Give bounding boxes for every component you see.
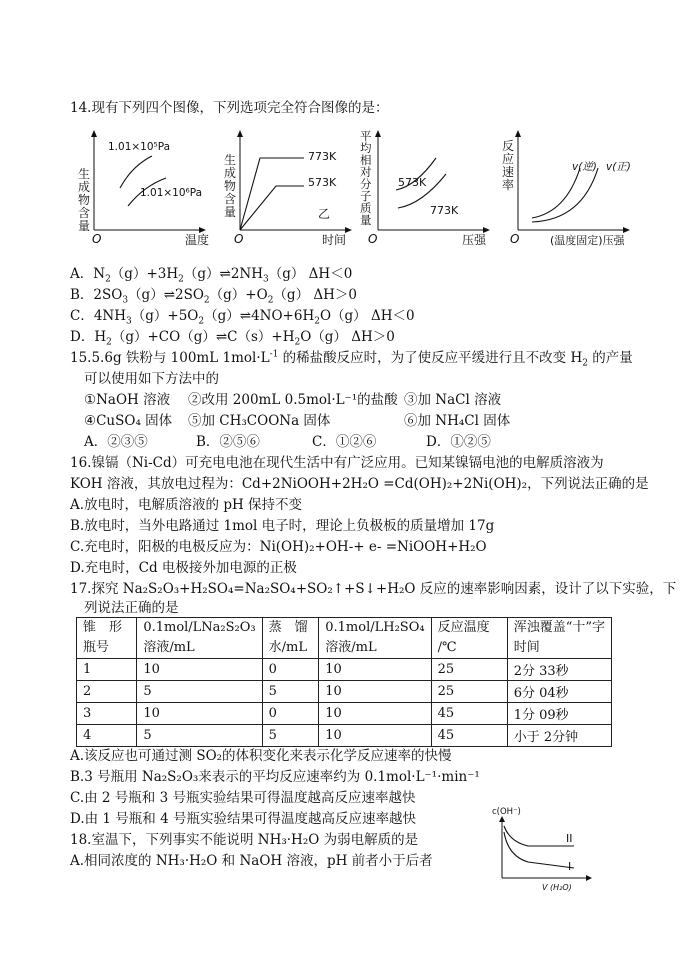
q14-graph-1-svg <box>72 128 212 248</box>
table-row <box>77 725 612 747</box>
x-axis-arrow <box>586 875 592 881</box>
q15-stem-2: 可以使用如下方法中的 <box>84 371 219 387</box>
q17-option-b: B.3 号瓶用 Na₂S₂O₃来表示的平均反应速率约为 0.1mol·L⁻¹·min⁻¹ <box>70 769 480 785</box>
table-header-row <box>77 618 612 659</box>
curve-v-forward-label: v(正) <box>606 161 631 173</box>
curve-top-label: 1.01×10⁵Pa <box>108 141 171 153</box>
header-cell: 反应温度 /℃ <box>431 618 507 659</box>
q17-option-a: A.该反应也可通过测 SO₂的体积变化来表示化学反应速率的快慢 <box>70 748 452 764</box>
x-label: 温度 <box>185 233 210 247</box>
header-cell: 0.1mol/LNa₂S₂O₃ 溶液/mL <box>137 618 262 659</box>
y-label: 反应速率 <box>502 139 515 192</box>
table-row <box>77 703 612 725</box>
curve-v-reverse-label: v(逆) <box>572 161 597 173</box>
q14-graph-2 <box>218 128 358 252</box>
y-label: 生成物含量 <box>224 153 237 219</box>
curve-573K-label: 573K <box>398 176 427 189</box>
y-label: 平均相对分子质量 <box>360 129 372 227</box>
q15-item-1: ①NaOH 溶液 <box>84 392 171 408</box>
table-cell: 45 <box>431 703 507 725</box>
curve-II <box>504 826 574 846</box>
curve-v-forward <box>532 168 598 222</box>
y-axis-arrow <box>91 130 97 137</box>
q14-graph-3-svg <box>356 128 496 248</box>
q16-stem: 16.镍镉（Ni-Cd）可充电电池在现代生活中有广泛应用。已知某镍镉电池的电解质溶液为 <box>70 455 604 471</box>
header-cell: 浑浊覆盖“十”字 时间 <box>507 618 611 659</box>
y-axis-arrow <box>515 130 521 137</box>
q18-graph-svg <box>488 808 598 894</box>
q15-stem: 15.5.6g 铁粉与 100mL $1mol\cdot L^{-1}$ 的稀盐酸反应时，为了使反应平缓进行且不改变 $H_2$ 的产量 <box>70 349 633 369</box>
q17-stem: 17.探究 Na₂S₂O₃+H₂SO₄=Na₂SO₄+SO₂↑+S↓+H₂O 反应的速率影响因素，设计了以下实验，下 <box>70 581 677 597</box>
q18-option-a: A.相同浓度的 NH₃·H₂O 和 NaOH 溶液，pH 前者小于后者 <box>70 853 433 869</box>
table-cell: 10 <box>137 703 262 725</box>
q14-graph-1 <box>72 128 212 252</box>
curve-top <box>120 156 152 188</box>
table-cell: 0 <box>262 659 319 681</box>
header-cell: 蒸 馏 水/mL <box>262 618 319 659</box>
y-label: c(OH⁻) <box>492 807 521 817</box>
table-cell: 1 <box>77 659 137 681</box>
origin-label: O <box>368 232 378 246</box>
table-cell: 6分 04秒 <box>507 681 611 703</box>
header-cell: 0.1mol/LH₂SO₄ 溶液/mL <box>319 618 431 659</box>
header-cell: 锥 形 瓶号 <box>77 618 137 659</box>
q17-stem-2: 列说法正确的是 <box>84 600 179 616</box>
table-cell: 10 <box>137 659 262 681</box>
table-cell: 10 <box>319 725 431 747</box>
q14-option-d: D．$H_2(g)+CO(g)\rightleftharpoons C(s)+H_2O(g)$ ΔH＞0 <box>70 329 395 348</box>
graph-name: 乙 <box>318 207 331 221</box>
table-cell: 25 <box>431 659 507 681</box>
x-label: V (H₂O) <box>542 883 572 892</box>
origin-label: O <box>234 232 244 246</box>
q14-stem: 14.现有下列四个图像，下列选项完全符合图像的是： <box>70 100 389 116</box>
curve-773K-label: 773K <box>430 204 459 217</box>
x-axis-arrow <box>345 227 352 233</box>
y-label: 生成物含量 <box>78 167 91 233</box>
table-cell: 3 <box>77 703 137 725</box>
q15-item-4: ④CuSO₄ 固体 <box>84 413 173 429</box>
curve-I-label: I <box>568 860 572 873</box>
q15-item-5: ⑤加 CH₃COONa 固体 <box>188 413 331 429</box>
table-cell: 0 <box>262 703 319 725</box>
q14-graph-3 <box>356 128 496 252</box>
x-label: 时间 <box>322 233 347 247</box>
curve-573K-label: 573K <box>308 176 337 189</box>
table-cell: 2分 33秒 <box>507 659 611 681</box>
x-label: 压强 <box>462 233 487 247</box>
table-cell: 45 <box>431 725 507 747</box>
table-cell: 1分 09秒 <box>507 703 611 725</box>
table-cell: 5 <box>262 725 319 747</box>
table-cell: 5 <box>137 725 262 747</box>
y-axis-arrow <box>237 130 243 137</box>
table-cell: 10 <box>319 659 431 681</box>
curve-v-reverse <box>532 168 580 218</box>
q18-graph <box>488 808 598 898</box>
y-axis-arrow <box>375 130 381 137</box>
x-axis-arrow <box>623 227 630 233</box>
q15-choice-d: D．①②⑤ <box>426 434 491 450</box>
curve-I <box>504 832 574 868</box>
q14-option-b: B．$2SO_3(g)\rightleftharpoons 2SO_2(g)+O_2(g)$ ΔH＞0 <box>70 287 357 306</box>
q14-option-a: A．$N_2(g)+3H_2(g)\rightleftharpoons 2NH_3(g)$ ΔH＜0 <box>70 266 353 285</box>
curve-573K <box>240 186 304 230</box>
origin-label: O <box>92 232 102 246</box>
q15-choice-b: B．②⑤⑥ <box>196 434 260 450</box>
q17-table <box>76 617 612 747</box>
q17-option-c: C.由 2 号瓶和 3 号瓶实验结果可得温度越高反应速率越快 <box>70 790 416 806</box>
origin-label: O <box>510 232 520 246</box>
q14-graph-4 <box>496 128 646 252</box>
table-cell: 小于 2分钟 <box>507 725 611 747</box>
table-cell: 10 <box>319 703 431 725</box>
table-cell: 25 <box>431 681 507 703</box>
q15-choice-a: A．②③⑤ <box>84 434 148 450</box>
q16-option-b: B.放电时，当外电路通过 1mol 电子时，理论上负极板的质量增加 17g <box>70 518 495 534</box>
table-cell: 4 <box>77 725 137 747</box>
curve-773K-label: 773K <box>308 150 337 163</box>
q18-stem: 18.室温下，下列事实不能说明 NH₃·H₂O 为弱电解质的是 <box>70 832 419 848</box>
q15-choice-c: C．①②⑥ <box>312 434 377 450</box>
q15-item-2: ②改用 200mL 0.5mol·L⁻¹的盐酸 <box>188 392 398 408</box>
table-cell: 5 <box>137 681 262 703</box>
q14-option-c: C．$4NH_3(g)+5O_2(g)\rightleftharpoons 4NO+6H_2O(g)$ ΔH＜0 <box>70 308 415 327</box>
q16-option-a: A.放电时，电解质溶液的 pH 保持不变 <box>70 497 303 513</box>
curve-II-label: II <box>566 832 573 845</box>
q14-graph-2-svg <box>218 128 358 248</box>
table-cell: 10 <box>319 681 431 703</box>
table-cell: 2 <box>77 681 137 703</box>
q15-item-6: ⑥加 NH₄Cl 固体 <box>404 413 511 429</box>
q15-item-3: ③加 NaCl 溶液 <box>404 392 502 408</box>
curve-773K <box>240 158 304 230</box>
q14-graph-4-svg <box>496 128 646 248</box>
table-cell: 5 <box>262 681 319 703</box>
q16-option-d: D.充电时，Cd 电极接外加电源的正极 <box>70 560 297 576</box>
q16-stem-2: KOH 溶液，其放电过程为：Cd+2NiOOH+2H₂O =Cd(OH)₂+2Ni(OH)₂，下列说法正确的是 <box>70 476 649 492</box>
curve-bottom-label: 1.01×10⁶Pa <box>140 187 203 199</box>
q17-option-d: D.由 1 号瓶和 4 号瓶实验结果可得温度越高反应速率越快 <box>70 811 416 827</box>
x-label: (温度固定)压强 <box>550 234 625 247</box>
table-row <box>77 681 612 703</box>
q16-option-c: C.充电时，阳极的电极反应为：Ni(OH)₂+OH-+ e- =NiOOH+H₂O <box>70 539 487 555</box>
table-row <box>77 659 612 681</box>
